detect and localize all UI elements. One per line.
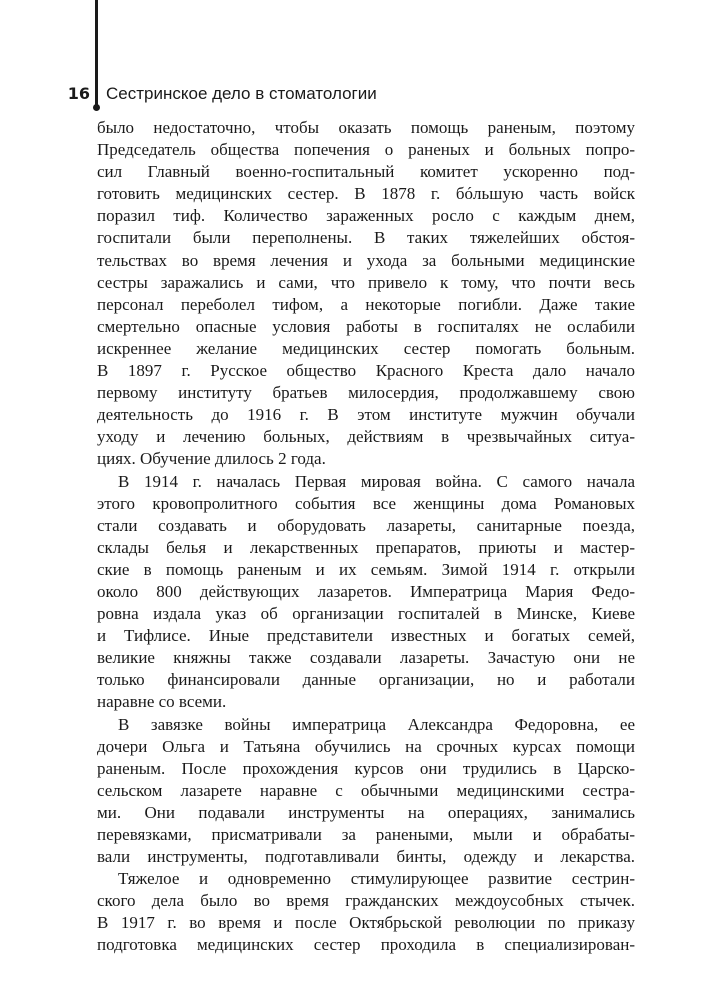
text-line: Председатель общества попечения о раненых и больных попро- [97, 140, 635, 160]
paragraph-2 [97, 471, 635, 714]
text-line: только финансировали данные организации, но и работали [97, 670, 635, 690]
text-line: дочери Ольга и Татьяна обучились на срочных курсах помощи [97, 736, 635, 756]
text-line: госпитали были переполнены. В таких тяжелейших обстоя- [97, 228, 635, 248]
text-line: ского дела было во время гражданских междоусобных стычек. [97, 891, 635, 911]
text-line: сестры заражались и сами, что привело к тому, что почти весь [97, 272, 635, 292]
margin-rule [95, 0, 98, 108]
text-line: уходу и лечению больных, действиям в чрезвычайных ситуа- [97, 427, 635, 447]
text-line: поразил тиф. Количество зараженных росло с каждым днем, [97, 206, 635, 226]
running-title: Сестринское дело в стоматологии [106, 84, 377, 103]
text-line: и Тифлисе. Иные представители известных и богатых семей, [97, 626, 635, 646]
text-line: раненым. После прохождения курсов они трудились в Царско- [97, 758, 635, 778]
text-line: ские в помощь раненым и их семьям. Зимой 1914 г. открыли [97, 559, 635, 579]
paragraph-1 [97, 117, 635, 471]
text-line: ровна издала указ об организации госпиталей в Минске, Киеве [97, 604, 635, 624]
text-line: В завязке войны императрица Александра Федоровна, ее [118, 714, 635, 734]
text-line: перевязками, присматривали за ранеными, мыли и обрабаты- [97, 825, 635, 844]
text-line: вали инструменты, подготавливали бинты, одежду и лекарства. [97, 847, 635, 867]
text-line: первому институту братьев милосердия, продолжавшему свою [97, 383, 635, 403]
text-line: персонал переболел тифом, а некоторые погибли. Даже такие [97, 294, 635, 314]
margin-rule-dot [93, 104, 100, 111]
paragraph-4 [97, 868, 635, 956]
text-line: сельском лазарете наравне с обычными медицинскими сестра- [97, 780, 635, 800]
text-line: готовить медицинских сестер. В 1878 г. бóльшую часть войск [97, 184, 635, 204]
text-line: В 1914 г. началась Первая мировая война. С самого начала [118, 471, 635, 491]
text-line: великие княжны также создавали лазареты. Зачастую они не [97, 648, 635, 668]
text-line: смертельно опасные условия работы в госпиталях не ослабили [97, 316, 635, 336]
text-line: этого кровопролитного события все женщины дома Романовых [97, 493, 635, 513]
text-line: деятельность до 1916 г. В этом институте мужчин обучали [97, 405, 635, 425]
text-line: склады белья и лекарственных препаратов, приюты и мастер- [97, 537, 635, 557]
text-line: В 1917 г. во время и после Октябрьской революции по приказу [97, 913, 635, 933]
text-line: сил Главный военно-госпитальный комитет ускоренно под- [97, 162, 635, 182]
text-line: В 1897 г. Русское общество Красного Креста дало начало [97, 361, 635, 381]
text-line: стали создавать и оборудовать лазареты, санитарные поезда, [97, 515, 635, 535]
text-line: подготовка медицинских сестер проходила в специализирован- [97, 935, 635, 955]
page-number: 16 [67, 84, 90, 103]
text-line: циях. Обучение длилось 2 года. [97, 449, 326, 469]
text-line: ми. Они подавали инструменты на операциях, занимались [97, 802, 635, 822]
text-line: тельствах во время лечения и ухода за больными медицинские [97, 250, 635, 270]
text-line: около 800 действующих лазаретов. Императрица Мария Федо- [97, 581, 635, 601]
text-line: искреннее желание медицинских сестер помогать больным. [97, 338, 635, 358]
paragraph-3 [97, 714, 635, 869]
body-text [97, 117, 635, 957]
text-line: наравне со всеми. [97, 692, 227, 712]
text-line: было недостаточно, чтобы оказать помощь раненым, поэтому [97, 118, 635, 137]
text-line: Тяжелое и одновременно стимулирующее развитие сестрин- [118, 869, 635, 889]
